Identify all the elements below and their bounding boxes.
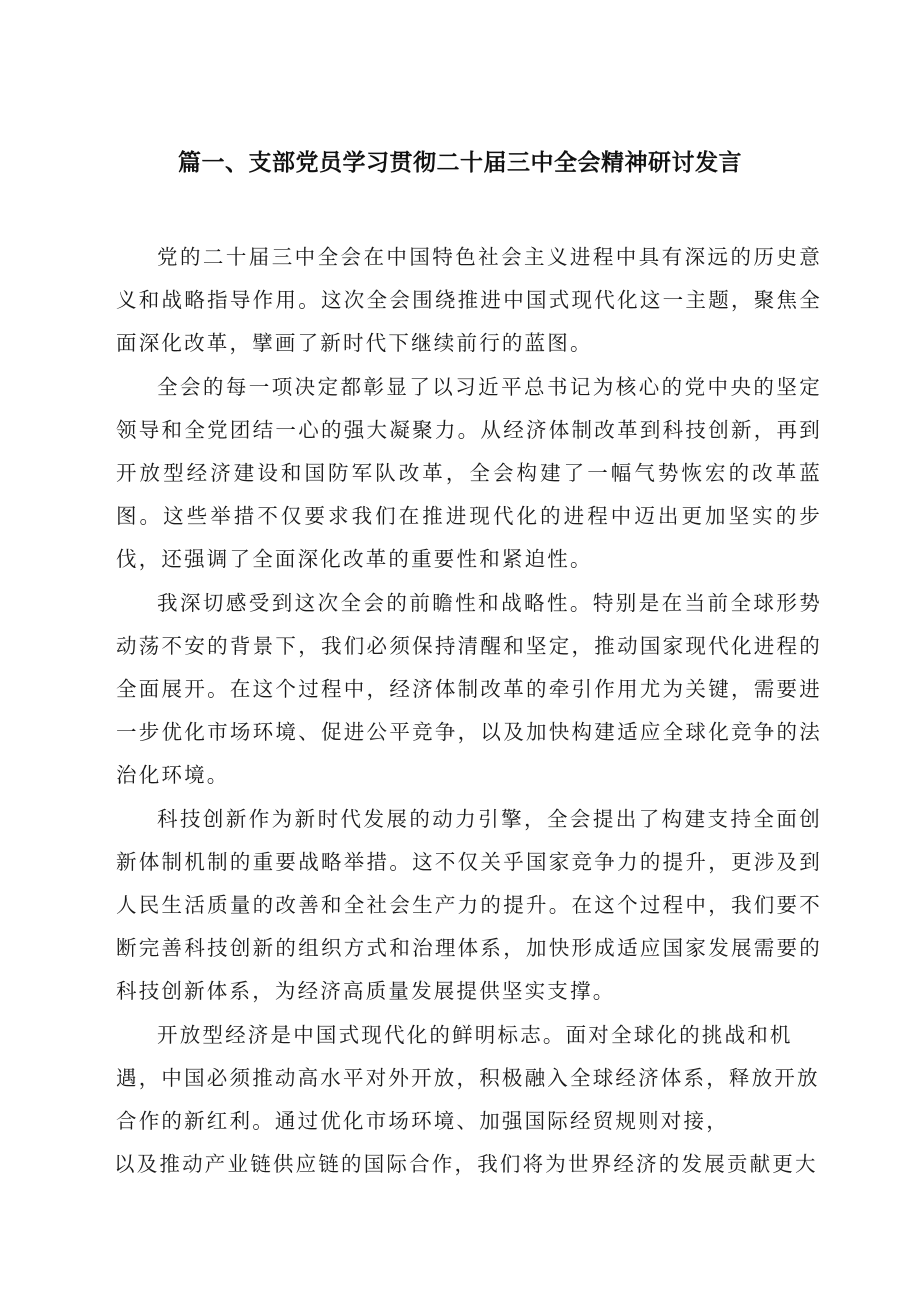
paragraph-2: 全会的每一项决定都彰显了以习近平总书记为核心的党中央的坚定领导和全党团结一心的强大凝聚力。从经济体制改革到科技创新，再到开放型经济建设和国防军队改革，全会构建了一幅气势恢宏的改革蓝图。这些举措不仅要求我们在推进现代化的进程中迈出更加坚实的步伐，还强调了全面深化改革的重要性和紧迫性。 [116,374,822,572]
document-body [116,236,822,1186]
paragraph-1: 党的二十届三中全会在中国特色社会主义进程中具有深远的历史意义和战略指导作用。这次全会围绕推进中国式现代化这一主题，聚焦全面深化改革，擘画了新时代下继续前行的蓝图。 [116,245,822,356]
paragraph-5 [116,1014,822,1144]
paragraph-5-line-3: 合作的新红利。通过优化市场环境、加强国际经贸规则对接， [116,1109,729,1134]
paragraph-5-continuation-line: 以及推动产业链供应链的国际合作，我们将为世界经济的发展贡献更大 [114,1152,818,1177]
document-title: 篇一、支部党员学习贯彻二十届三中全会精神研讨发言 [178,150,742,176]
paragraph-3: 我深切感受到这次全会的前瞻性和战略性。特别是在当前全球形势动荡不安的背景下，我们必须保持清醒和坚定，推动国家现代化进程的全面展开。在这个过程中，经济体制改革的牵引作用尤为关键，需要进一步优化市场环境、促进公平竞争，以及加快构建适应全球化竞争的法治化环境。 [116,590,822,788]
paragraph-4: 科技创新作为新时代发展的动力引擎，全会提出了构建支持全面创新体制机制的重要战略举措。这不仅关乎国家竞争力的提升，更涉及到人民生活质量的改善和全社会生产力的提升。在这个过程中，我们要不断完善科技创新的组织方式和治理体系，加快形成适应国家发展需要的科技创新体系，为经济高质量发展提供坚实支撑。 [116,806,822,1004]
paragraph-5-line-2: 遇，中国必须推动高水平对外开放，积极融入全球经济体系，释放开放 [116,1065,820,1090]
paragraph-5-line-1: 开放型经济是中国式现代化的鲜明标志。面对全球化的挑战和机 [157,1022,793,1047]
